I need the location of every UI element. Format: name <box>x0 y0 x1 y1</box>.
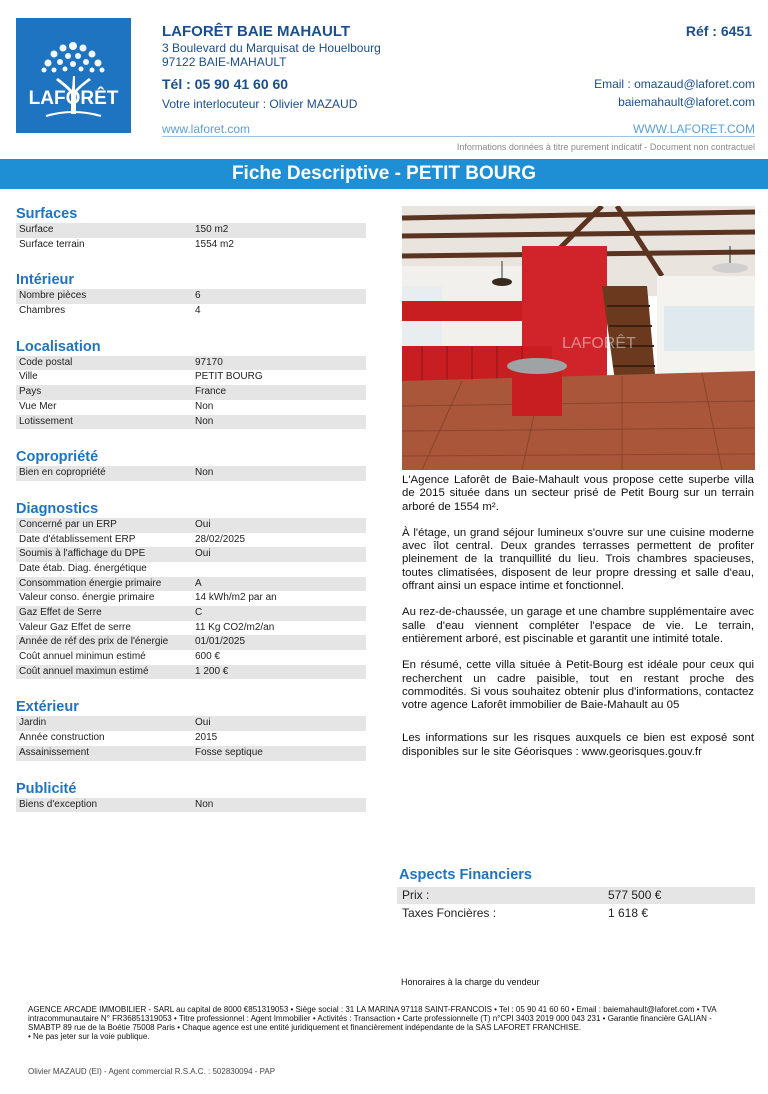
row-label: Coût annuel minimun estimé <box>19 651 146 663</box>
row-value: Non <box>195 400 214 412</box>
table-row <box>16 591 366 606</box>
table-row <box>16 304 366 319</box>
row-value: A <box>195 577 202 589</box>
tax-label: Taxes Foncières : <box>402 906 497 920</box>
email-line-2[interactable]: baiemahault@laforet.com <box>618 95 755 109</box>
disclaimer: Informations données à titre purement indicatif - Document non contractuel <box>456 142 755 152</box>
row-value: Oui <box>195 717 211 729</box>
laforet-logo <box>16 18 131 133</box>
tree-icon <box>16 18 131 133</box>
table-row <box>16 370 366 385</box>
tax-value: 1 618 € <box>608 906 649 920</box>
legal-text: AGENCE ARCADE IMMOBILIER - SARL au capital de 8000 €851319053 • Siège social : 31 LA MARINA 97118 SAINT-FRANCOIS • Tel : 05 90 41 60 60 • Email : baiemahault@laforet.com • TVA intracommunautaire N° FR36851319053 • Titre professionnel : Agent Immobilier • Activités : Transaction • Carte professionnelle (T) n°CPI 3403 2019 000 043 231 • Garantie financière GALIAN - SMABTP 89 rue de la Boétie 75008 Paris • Chaque agence est une entité juridiquement et financièrement indépendante de la SAS LAFORET FRANCHISE. <box>28 1005 717 1032</box>
row-label: Date étab. Diag. énergétique <box>19 562 147 574</box>
row-label: Code postal <box>19 356 73 368</box>
row-label: Surface terrain <box>19 238 85 250</box>
table-row <box>16 533 366 548</box>
table-row <box>16 356 366 371</box>
row-value: Non <box>195 467 214 479</box>
table-row <box>16 635 366 650</box>
website-link-left[interactable]: www.laforet.com <box>162 122 251 136</box>
description-paragraph: En résumé, cette villa située à Petit-Bourg est idéale pour ceux qui recherchent un cadre paisible, tout en restant proche des commodités. Si vous souhaitez obtenir plus d'informations, contactez votre agence Laforêt immobilier de Baie-Mahault au 05 <box>402 659 754 712</box>
table-row <box>16 223 366 238</box>
website-link-right[interactable]: WWW.LAFORET.COM <box>633 122 755 136</box>
agency-phone[interactable]: Tél : 05 90 41 60 60 <box>162 76 289 92</box>
price-value: 577 500 € <box>608 888 662 902</box>
row-value: Oui <box>195 548 211 560</box>
section-6 <box>16 780 366 813</box>
row-label: Date d'établissement ERP <box>19 533 136 545</box>
row-value: C <box>195 607 203 618</box>
email-line-1[interactable]: Email : omazaud@laforet.com <box>594 77 755 91</box>
description-paragraph: Au rez-de-chaussée, un garage et une chambre supplémentaire avec salle d'eau viennent compléter l'espace de vie. Le terrain, entièrement arboré, est piscinable et garantit une intimité totale. <box>402 606 754 645</box>
fees-note: Honoraires à la charge du vendeur <box>401 977 540 987</box>
section-title: Localisation <box>16 338 101 355</box>
table-row <box>16 606 366 621</box>
row-value: 01/01/2025 <box>195 636 246 648</box>
header-divider <box>162 136 755 137</box>
row-label: Vue Mer <box>19 400 57 412</box>
row-value: PETIT BOURG <box>195 371 263 383</box>
address-line-2: 97122 BAIE-MAHAULT <box>162 55 287 69</box>
table-row <box>16 385 366 400</box>
row-value: 1554 m2 <box>195 238 234 250</box>
row-label: Valeur conso. énergie primaire <box>19 592 155 604</box>
row-label: Chambres <box>19 305 66 317</box>
finance-title: Aspects Financiers <box>399 867 532 883</box>
row-label: Nombre pièces <box>19 290 87 302</box>
contact-person: Votre interlocuteur : Olivier MAZAUD <box>162 97 358 111</box>
property-details <box>16 202 366 812</box>
section-3 <box>16 448 366 481</box>
table-row <box>16 400 366 415</box>
table-row <box>16 665 366 680</box>
section-title: Copropriété <box>16 449 99 466</box>
row-label: Soumis à l'affichage du DPE <box>19 548 146 560</box>
table-row <box>16 289 366 304</box>
tax-row <box>397 905 755 922</box>
table-row <box>16 547 366 562</box>
section-1 <box>16 271 366 318</box>
section-4 <box>16 500 366 680</box>
agency-name: LAFORÊT BAIE MAHAULT <box>162 23 351 40</box>
row-value: 2015 <box>195 732 218 744</box>
section-title: Publicité <box>16 780 77 797</box>
title-banner: Fiche Descriptive - PETIT BOURG <box>0 159 768 189</box>
row-value: 4 <box>195 305 201 317</box>
section-title: Diagnostics <box>16 500 99 517</box>
table-row <box>16 577 366 592</box>
row-value: France <box>195 386 227 398</box>
row-value: 6 <box>195 290 201 302</box>
table-row <box>16 798 366 813</box>
reference-number: Réf : 6451 <box>685 23 752 39</box>
row-value: Non <box>195 798 214 810</box>
description-paragraph: Les informations sur les risques auxquels ce bien est exposé sont disponibles sur le site Géorisques : www.georisques.gouv.fr <box>402 732 754 758</box>
property-photo <box>402 206 755 470</box>
row-value <box>195 562 366 577</box>
table-row <box>16 650 366 665</box>
row-label: Valeur Gaz Effet de serre <box>19 621 131 633</box>
row-label: Bien en copropriété <box>19 467 106 479</box>
address-line-1: 3 Boulevard du Marquisat de Houelbourg <box>162 41 381 55</box>
row-value: 1 200 € <box>195 665 229 677</box>
property-description <box>402 474 754 772</box>
row-value: 150 m2 <box>195 224 229 235</box>
section-2 <box>16 338 366 429</box>
legal-text-2: • Ne pas jeter sur la voie publique. <box>28 1032 150 1041</box>
row-label: Jardin <box>19 717 47 729</box>
row-label: Ville <box>19 371 38 383</box>
row-value: 28/02/2025 <box>195 533 246 545</box>
row-value: 97170 <box>195 356 223 368</box>
description-paragraph: L'Agence Laforêt de Baie-Mahault vous propose cette superbe villa de 2015 située dans un secteur prisé de Petit Bourg sur un terrain arboré de 1554 m². <box>402 474 754 513</box>
section-0 <box>16 205 366 252</box>
table-row <box>16 466 366 481</box>
table-row <box>16 518 366 533</box>
row-label: Concerné par un ERP <box>19 518 117 530</box>
photo-watermark: LAFORÊT <box>562 335 636 352</box>
row-label: Surface <box>19 224 54 235</box>
price-row <box>397 887 755 904</box>
row-label: Gaz Effet de Serre <box>19 607 102 618</box>
description-paragraph: À l'étage, un grand séjour lumineux s'ouvre sur une cuisine moderne avec îlot central. Deux grandes terrasses permettent de profiter pleinement de la tranquillité du lieu. Trois chambres spacieuses, toutes climatisées, disposent de leur propre dressing et salle d'eau, offrant ainsi un espace intime et fonctionnel. <box>402 526 754 593</box>
row-label: Consommation énergie primaire <box>19 577 162 589</box>
row-label: Biens d'exception <box>19 798 98 810</box>
row-label: Assainissement <box>19 746 90 758</box>
price-label: Prix : <box>402 888 430 902</box>
table-row <box>16 415 366 430</box>
section-title: Intérieur <box>16 272 75 289</box>
section-5 <box>16 698 366 760</box>
row-label: Pays <box>19 386 42 398</box>
table-row <box>16 238 366 253</box>
row-value: Non <box>195 415 214 427</box>
row-label: Année de réf des prix de l'énergie <box>19 636 169 648</box>
table-row <box>16 746 366 761</box>
agent-info: Olivier MAZAUD (EI) - Agent commercial R.S.A.C. : 502830094 - PAP <box>28 1067 276 1076</box>
row-value: 600 € <box>195 651 221 663</box>
table-row <box>16 562 366 577</box>
row-value: Fosse septique <box>195 746 263 758</box>
table-row <box>16 621 366 636</box>
row-label: Lotissement <box>19 415 73 427</box>
row-value: Oui <box>195 518 211 530</box>
row-value: 11 Kg CO2/m2/an <box>195 621 275 633</box>
logo-text: LAFORÊT <box>28 88 119 109</box>
row-value: 14 kWh/m2 par an <box>195 592 277 604</box>
legal-notice <box>28 1005 728 1041</box>
table-row <box>16 731 366 746</box>
section-title: Surfaces <box>16 206 78 222</box>
table-row <box>16 716 366 731</box>
row-label: Coût annuel maximun estimé <box>19 665 149 677</box>
row-label: Année construction <box>19 732 105 744</box>
section-title: Extérieur <box>16 699 79 716</box>
